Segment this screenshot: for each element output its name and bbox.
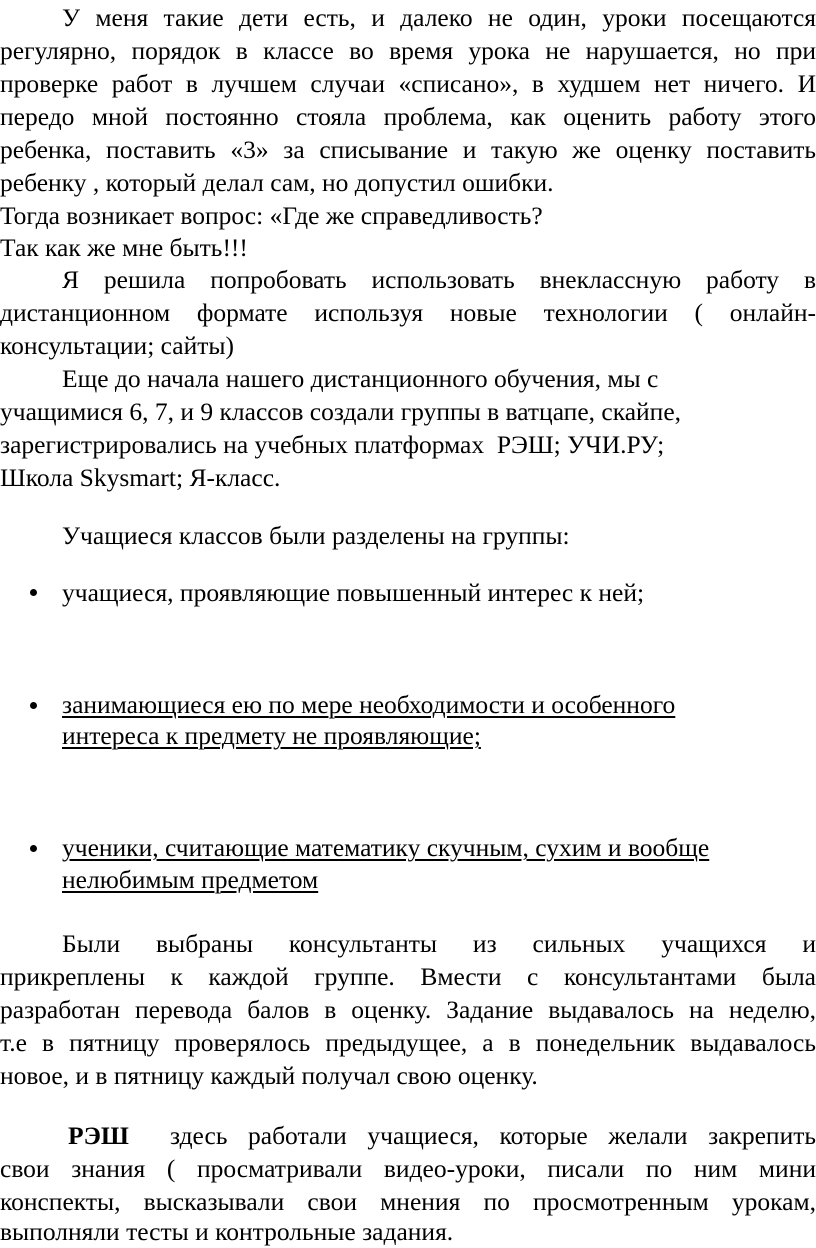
text-line: зарегистрировались на учебных платформах РЭШ; УЧИ.РУ; [0,430,665,459]
text-line: Школа Skysmart; Я-класс. [0,463,281,492]
text-line: Были выбраны консультанты из сильных учащихся и [62,929,816,958]
text-line: конспекты, высказывали свои мнения по просмотренным урокам, [0,1187,816,1216]
question-line: Тогда возникает вопрос: «Где же справедливость? [0,201,543,230]
bullet-icon [30,589,37,596]
text-line: У меня такие дети есть, и далеко не один, уроки посещаются [62,3,816,32]
text-line: Еще до начала нашего дистанционного обучения, мы с [62,364,659,393]
list-item-text: занимающиеся ею по мере необходимости и особенного [62,690,676,719]
text-line: разработан перевода балов в оценку. Задание выдавалось на неделю, [0,995,816,1024]
text-line: выполняли тесты и контрольные задания. [0,1217,454,1246]
text-line: т.е в пятницу проверялось предыдущее, а в понедельник выдавалось [0,1028,816,1057]
text-line: передо мной постоянно стояла проблема, как оценить работу этого [0,102,816,131]
text-line: новое, и в пятницу каждый получал свою оценку. [0,1061,538,1090]
bullet-icon [30,845,37,852]
text-line: Я решила попробовать использовать внеклассную работу в [62,265,816,294]
resh-lead: РЭШ [68,1121,129,1150]
text-line: прикреплены к каждой группе. Вмести с консультантами была [0,962,816,991]
bullet-icon [30,702,37,709]
list-item-text: учащиеся, проявляющие повышенный интерес к ней; [62,578,645,607]
text-line: ребенку , который делал сам, но допустил ошибки. [0,168,554,197]
text-span: здесь работали учащиеся, которые желали закрепить [169,1121,816,1150]
text-line: регулярно, порядок в классе во время урока не нарушается, но при [0,36,816,65]
groups-intro: Учащиеся классов были разделены на группы: [62,521,570,550]
text-line: свои знания ( просматривали видео-уроки, писали по ним мини [0,1154,816,1183]
text-line: дистанционном формате используя новые технологии ( онлайн- [0,298,816,327]
text-line [68,1120,816,1152]
text-line: ребенка, поставить «3» за списывание и такую же оценку поставить [0,135,816,164]
text-line: проверке работ в лучшем случаи «списано», в худшем нет ничего. И [0,69,816,98]
text-line: консультации; сайты) [0,331,235,360]
list-item-text: ученики, считающие математику скучным, сухим и вообще [62,833,710,862]
list-item-text: нелюбимым предметом [62,865,319,894]
text-line: учащимися 6, 7, и 9 классов создали группы в ватцапе, скайпе, [0,397,682,426]
question-line: Так как же мне быть!!! [0,233,248,262]
list-item-text: интереса к предмету не проявляющие; [62,721,481,750]
